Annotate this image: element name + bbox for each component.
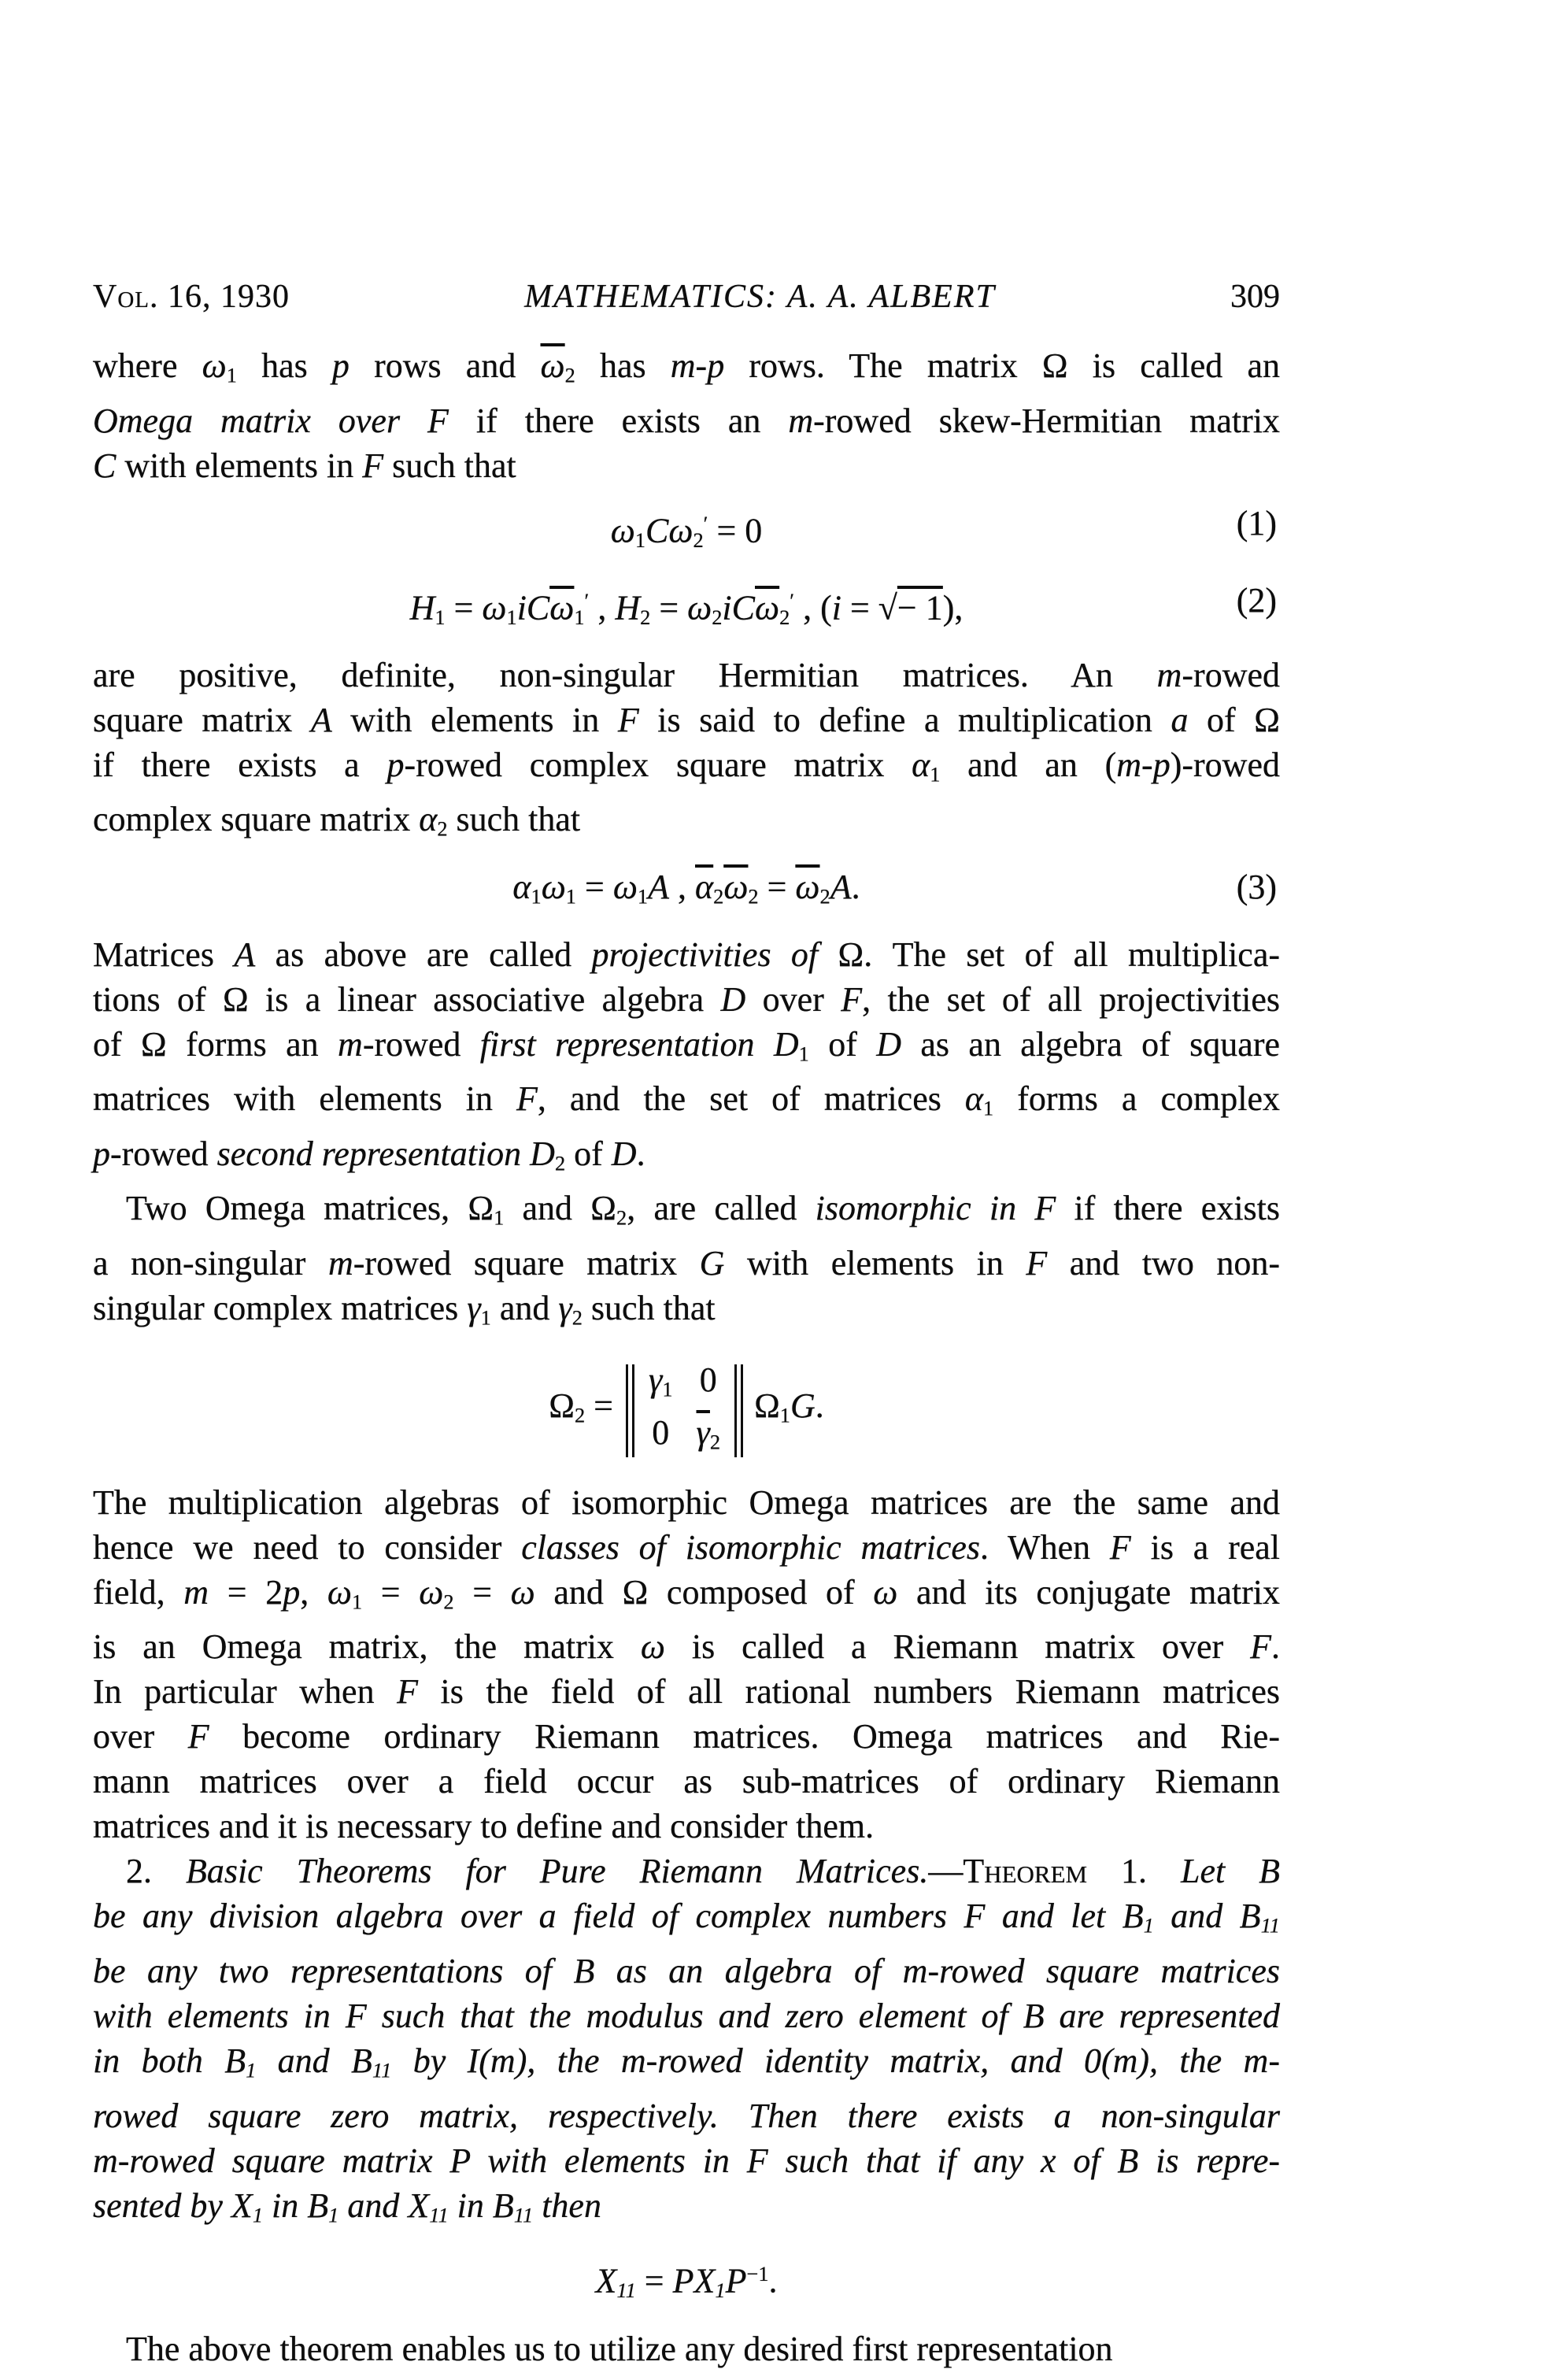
matrix-double-bar-right [734,1364,743,1457]
numbered-equation [93,498,1280,565]
text-run: α [419,800,438,839]
text-run: $\overline{\alpha}$ [695,868,714,906]
article-body [93,343,1280,2371]
text-run: over [93,1717,188,1756]
text-run: 1 [574,605,585,629]
text-run: rows and [349,346,541,385]
text-run: ′ [790,588,795,613]
text-run: . [815,1386,824,1426]
text-run: Theorem [963,1852,1088,1891]
text-run: m-rowed square matrix P with elements in F such that if any x of B is repre- [93,2141,1280,2180]
text-line [93,1480,1280,1525]
paragraph [93,1480,1280,1849]
text-run: = [453,1572,511,1612]
text-run: Matrices [93,935,235,974]
text-run: Ω. The set of all multiplica- [818,935,1281,974]
text-run: in B [263,2186,329,2225]
text-run: -rowed [1182,655,1280,694]
running-head [93,277,1280,316]
text-line [93,2138,1280,2183]
equation-content [93,862,1280,922]
text-run: if there exists a [93,745,387,784]
text-run: , [300,1572,327,1612]
text-line [93,653,1280,698]
text-run: p [331,346,350,385]
text-run: . [1271,1627,1280,1667]
text-run: Ω [754,1386,780,1426]
text-run: is the field of all rational numbers Riemann matrices [418,1672,1280,1712]
numbered-equation [93,576,1280,642]
text-run: ′ [703,511,708,535]
text-run: -rowed [362,1024,480,1064]
text-run: A [648,868,669,906]
text-run: = √ [841,588,897,627]
text-line [93,1624,1280,1669]
text-run: $\overline{\omega}$ [540,346,565,385]
text-line [93,742,1280,798]
text-run: 2 [779,605,790,629]
text-line [93,1893,1280,1949]
text-run: of Ω forms an [93,1024,338,1064]
text-run: and Ω [504,1189,616,1228]
text-run: A [310,700,332,739]
matrix-cell [697,1358,721,1412]
text-run: 2 [574,1403,586,1427]
text-run: F [1026,1243,1048,1283]
text-run: such that [383,446,516,485]
text-run: 1 [715,2278,726,2303]
text-run: X [595,2261,617,2300]
text-run: are positive, definite, non-singular Hermitian matrices. An [93,655,1157,694]
text-line [93,1849,1280,1893]
text-run: 1 [494,1205,505,1230]
text-run: with elements in [116,446,363,485]
text-run: F [187,1717,209,1756]
equation-number: (1) [1236,503,1277,542]
text-run: γ [558,1288,572,1327]
text-run: γ [648,1360,663,1399]
text-line [93,2326,1280,2371]
text-run: is called a Riemann matrix over [664,1627,1251,1667]
text-run: of [565,1134,612,1173]
text-run: , [669,868,695,906]
matrix-cell [649,1411,673,1464]
text-run: = [758,868,796,906]
text-run: as an algebra of square [901,1024,1281,1064]
text-run: 2 [640,605,651,629]
text-run: Two Omega matrices, Ω [126,1189,494,1228]
text-run: be any two representations of B as an algebra of m-rowed square matrices [93,1951,1280,1990]
text-run: The above theorem enables us to utilize any desired first representation [126,2330,1113,2369]
text-line [93,1669,1280,1714]
text-run: 11 [1260,1913,1280,1938]
text-run: 1 [246,2058,257,2082]
text-run: of [808,1024,877,1064]
text-run: 1 [435,605,446,629]
text-line [93,2038,1280,2093]
text-run: F [362,446,384,485]
text-run: D [611,1134,637,1173]
text-run: with elements in F such that the modulus and zero element of B are represented [93,1996,1280,2035]
text-run: ω [541,868,566,906]
text-run: field, [93,1572,184,1612]
paragraph [93,1849,1280,2237]
text-line [93,1759,1280,1804]
text-run: — [928,1852,963,1891]
text-line [93,1241,1280,1286]
text-run: 1 [531,884,542,909]
text-run: 0 [652,1413,670,1453]
equation-content [93,498,1280,565]
text-run: C [93,446,117,485]
text-run: with elements in [331,700,618,739]
text-run: a [1171,700,1189,739]
text-line [93,443,1280,488]
text-run: . [768,2261,778,2300]
text-run: . [636,1134,645,1173]
text-run: if there exists [1056,1189,1281,1228]
text-run: F [1250,1627,1271,1667]
text-run: first representation [479,1024,755,1064]
text-run: matrices and it is necessary to define and consider them. [93,1807,875,1846]
text-run: be any division algebra over a field of complex numbers F and let B [93,1897,1144,1936]
text-run: rows. The matrix Ω is called an [724,346,1280,385]
text-run: D [720,979,746,1019]
text-run: m [327,1243,353,1283]
display-equation [93,2249,1280,2315]
text-run: 11 [429,2203,449,2227]
text-run: α [964,1079,983,1119]
text-run: p [93,1134,110,1173]
text-run: = [576,868,613,906]
text-run: 2 [437,817,448,841]
text-run: singular complex matrices [93,1288,468,1327]
text-run: second representation [216,1134,522,1173]
text-run: D [530,1134,555,1173]
matrix-equation [93,1358,1280,1464]
text-line [93,2183,1280,2238]
text-run: 2 [819,884,830,909]
text-run: $\overline{\omega}$ [723,868,749,906]
text-run: and [490,1288,559,1327]
text-run: classes of isomorphic matrices [521,1527,981,1567]
text-line [93,1076,1280,1131]
text-run: . [851,868,860,906]
text-run: 11 [616,2278,636,2303]
text-run: 1 [252,2203,264,2227]
text-run: PX [672,2261,716,2300]
paragraph [93,932,1280,1186]
text-run: 2 [709,1430,721,1454]
text-run: 1. [1087,1852,1181,1891]
text-run: F [397,1672,419,1712]
volume-and-year: Vol. 16, 1930 [93,279,290,315]
text-line [93,1949,1280,1993]
text-run: H [615,588,641,627]
text-run: 2. [126,1852,186,1891]
text-run: ω [873,1572,898,1612]
text-run: ω [612,868,638,906]
text-run: = [585,1386,613,1426]
text-line [93,1286,1280,1341]
text-run: A [234,935,256,974]
text-run: , are called [627,1189,816,1228]
text-run: has [575,346,671,385]
text-run: 1 [1143,1913,1154,1938]
text-run: Ω [549,1386,575,1426]
text-run: and two non- [1047,1243,1280,1283]
text-run: projectivities of [591,935,819,974]
text-run: $\overline{\omega}$ [755,588,780,627]
text-run: p [386,745,405,784]
paragraph [93,653,1280,852]
text-run: 1 [565,884,576,909]
text-line [93,797,1280,852]
text-run: = 2 [209,1572,283,1612]
matrix-cell [649,1358,673,1412]
text-run: H [409,588,435,627]
text-run: C [645,511,669,550]
journal-section-and-author: MATHEMATICS: A. A. ALBERT [524,279,996,315]
text-run: G [699,1243,725,1283]
text-run: 1 [226,363,237,387]
equation-number: (3) [1236,868,1277,906]
matrix-equation-lhs [549,1383,613,1438]
text-run: 1 [328,2203,339,2227]
text-run: 2 [571,1305,583,1330]
text-run: and its conjugate matrix [897,1572,1280,1612]
text-run: -rowed complex square matrix [404,745,912,784]
text-run: 1 [662,1377,673,1401]
text-run: D [876,1024,902,1064]
text-run: = 0 [708,511,763,550]
text-run: -rowed square matrix [353,1243,700,1283]
text-run: become ordinary Riemann matrices. Omega matrices and Rie- [209,1717,1280,1756]
equation-content [93,576,1280,642]
text-run: matrices with elements in [93,1079,516,1119]
text-run: 2 [693,527,704,552]
text-line [93,1525,1280,1570]
text-run: 2 [616,1205,627,1230]
text-line [93,1993,1280,2038]
text-run: ), [942,588,963,627]
text-line [93,2093,1280,2138]
text-run: ω [419,1572,444,1612]
text-line [93,1131,1280,1186]
text-run: The multiplication algebras of isomorphic Omega matrices are the same and [93,1482,1280,1522]
text-run: 1 [798,1042,809,1066]
text-run: 2 [713,884,724,909]
text-run: tions of Ω is a linear associative algebra [93,979,721,1019]
text-run: m [183,1572,209,1612]
text-run: , and the set of matrices [537,1079,965,1119]
text-run: ω [610,511,635,550]
text-run: , ( [794,588,832,627]
text-run: 1 [506,605,517,629]
text-line [93,932,1280,977]
text-run: Omega matrix over F [93,401,449,440]
text-run: a non-singular [93,1243,328,1283]
text-run: and an ( [940,745,1117,784]
text-run: and Ω composed of [534,1572,874,1612]
text-run: m-p [1116,745,1171,784]
text-run: = [635,2261,673,2300]
text-run: F [617,700,639,739]
text-run: by I(m), the m-rowed identity matrix, and 0(m), the m- [391,2041,1280,2080]
text-run: is an Omega matrix, the matrix [93,1627,641,1667]
text-run: such that [447,800,581,839]
text-run: forms a complex [993,1079,1280,1119]
matrix-double-bar-left [626,1364,634,1457]
text-run: F [516,1079,538,1119]
text-run: square matrix [93,700,311,739]
text-run: ω [202,346,227,385]
text-run: , the set of all projectivities [862,979,1280,1019]
text-run: with elements in [724,1243,1026,1283]
text-run: rowed square zero matrix, respectively. Then there exists a non-singular [93,2096,1280,2135]
text-line [93,1570,1280,1625]
text-run: p [283,1572,301,1612]
text-line [93,343,1280,398]
text-run: = [445,588,483,627]
text-run: m-p [670,346,725,385]
text-run: 1 [480,1305,491,1330]
text-run: m [788,401,814,440]
text-run: $\overline{\omega}$ [795,868,820,906]
text-run: i [831,588,841,627]
text-run [521,1134,530,1173]
text-run: −1 [746,2262,769,2286]
text-run: ω [687,588,712,627]
text-run: 1 [637,884,649,909]
text-run: , [589,588,616,627]
text-run: of Ω [1188,700,1280,739]
text-run: 1 [983,1096,994,1120]
text-run: 0 [699,1360,717,1399]
text-run: )-rowed [1170,745,1280,784]
text-run: α [512,868,531,906]
text-run: 11 [513,2203,534,2227]
text-run: $\overline{\omega}$ [549,588,575,627]
paragraph [93,2326,1280,2371]
text-run: -rowed [110,1134,217,1173]
text-run: ′ [584,588,590,613]
text-run: = [650,588,688,627]
text-run: P [725,2261,747,2300]
text-line [93,1804,1280,1849]
text-run: and B [256,2041,372,2080]
text-run: 1 [930,762,941,787]
text-run: 2 [564,363,575,387]
text-run: complex square matrix [93,800,420,839]
page-number: 309 [1230,279,1280,315]
text-run: has [236,346,332,385]
text-run: in both B [93,2041,246,2080]
text-run: ω [510,1572,535,1612]
text-run: − 1 [897,588,943,627]
text-run: 2 [748,884,759,909]
text-run: mann matrices over a field occur as sub-matrices of ordinary Riemann [93,1762,1280,1801]
text-run: iC [722,588,755,627]
text-run: and X [338,2186,430,2225]
text-run: 1 [351,1590,363,1614]
text-run: where [93,346,202,385]
text-line [93,977,1280,1022]
text-run: F [1109,1527,1131,1567]
text-line [93,698,1280,742]
text-run: Basic Theorems for Pure Riemann Matrices. [185,1852,929,1891]
text-run: D [773,1024,799,1064]
text-run: m [338,1024,363,1064]
text-line [93,398,1280,443]
text-run: hence we need to consider [93,1527,522,1567]
text-run: ω [482,588,507,627]
text-run: in B [448,2186,514,2225]
text-run: α [912,745,930,784]
text-run: A [830,868,852,906]
equation-number: (2) [1236,580,1277,620]
text-run: such that [582,1288,716,1327]
text-run: 11 [372,2058,392,2082]
text-run: m [1156,655,1182,694]
text-run: 2 [554,1151,566,1175]
text-run: ω [668,511,693,550]
text-run: as above are called [255,935,592,974]
text-run: F [1034,1189,1056,1228]
matrix-cell [697,1411,721,1464]
text-run: 2 [712,605,723,629]
paragraph [93,343,1280,488]
text-run: -rowed skew-Hermitian matrix [813,401,1280,440]
text-run: F [841,979,863,1019]
text-run: ω [640,1627,665,1667]
text-run: is said to define a multiplication [638,700,1171,739]
text-run: is a real [1130,1527,1281,1567]
text-run [1016,1189,1034,1227]
text-run: In particular when [93,1672,398,1712]
text-run: iC [516,588,550,627]
text-line [93,1714,1280,1759]
text-run [754,1025,773,1064]
text-run: over [745,979,841,1019]
text-run: sented by X [93,2186,253,2225]
text-line [93,1186,1280,1241]
text-run: then [533,2186,601,2225]
text-run: if there exists an [448,401,789,440]
text-column [93,277,1280,2371]
matrix-equation-rhs [754,1383,824,1438]
numbered-equation [93,862,1280,922]
matrix-cells [634,1358,734,1464]
text-run: . When [980,1527,1110,1567]
paragraph [93,1186,1280,1340]
text-run: γ [467,1288,481,1327]
text-run: G [790,1386,816,1426]
text-run: 2 [443,1590,454,1614]
text-run: Let B [1180,1852,1281,1891]
text-run: 1 [634,527,646,552]
text-line [93,1022,1280,1077]
text-run: $\overline{\gamma}$ [696,1413,710,1453]
text-run: 1 [779,1403,790,1427]
text-run: ω [327,1572,352,1612]
text-run: and B [1153,1897,1261,1936]
text-run: = [362,1572,420,1612]
text-run: isomorphic in [815,1189,1017,1228]
